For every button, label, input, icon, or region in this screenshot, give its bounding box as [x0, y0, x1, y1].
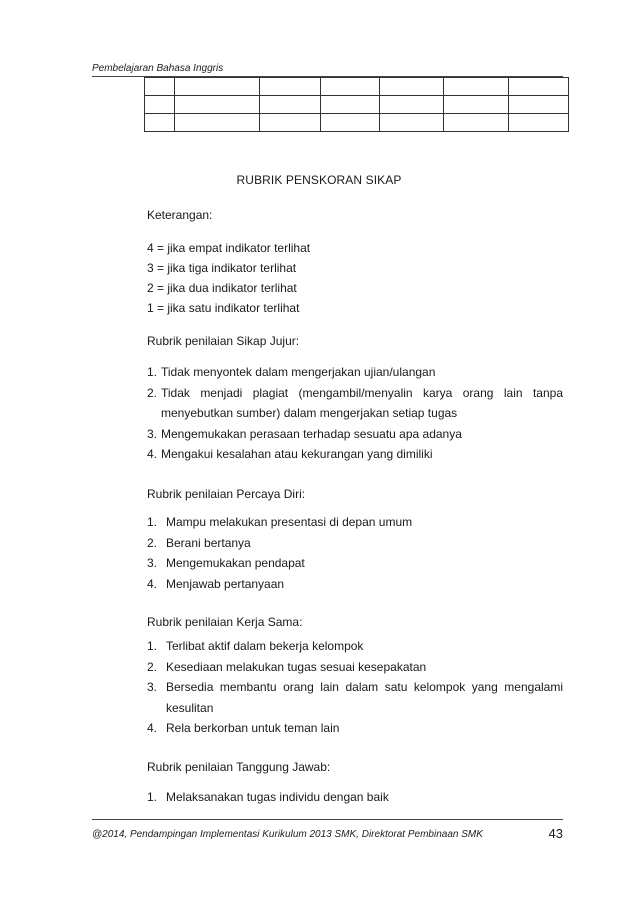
- item-text: Mengakui kesalahan atau kekurangan yang dimiliki: [161, 447, 433, 461]
- list-percaya-diri: [147, 512, 563, 594]
- table-row: [145, 114, 569, 132]
- table-cell: [320, 78, 380, 96]
- item-text: Mampu melakukan presentasi di depan umum: [166, 515, 413, 529]
- table-cell: [174, 96, 259, 114]
- section-tanggung-jawab: [147, 757, 330, 777]
- item-number: 2.: [147, 385, 158, 400]
- table-cell: [259, 78, 320, 96]
- table-cell: [259, 114, 320, 132]
- list-kerja-sama: [147, 636, 563, 739]
- item-number: 3.: [147, 556, 158, 570]
- section-heading: Rubrik penilaian Percaya Diri:: [147, 487, 306, 501]
- section-heading: Rubrik penilaian Kerja Sama:: [147, 615, 303, 629]
- table-cell: [380, 114, 444, 132]
- item-number: 1.: [147, 515, 158, 529]
- section-jujur: [147, 331, 299, 351]
- table-cell: [444, 114, 509, 132]
- list-item: [147, 533, 563, 554]
- table-cell: [444, 96, 509, 114]
- legend-line: 1 = jika satu indikator terlihat: [147, 301, 300, 315]
- table-cell: [259, 96, 320, 114]
- item-number: 3.: [147, 426, 158, 441]
- keterangan-label: Keterangan:: [147, 208, 213, 222]
- table-row: [145, 78, 569, 96]
- list-item: [147, 657, 563, 678]
- running-header: Pembelajaran Bahasa Inggris: [92, 63, 224, 74]
- table-cell: [320, 114, 380, 132]
- item-text: Mengemukakan perasaan terhadap sesuatu apa adanya: [161, 426, 462, 441]
- item-text-continued: kesulitan: [166, 700, 214, 715]
- item-text: Tidak menyontek dalam mengerjakan ujian/ulangan: [161, 365, 436, 379]
- item-text: Kesediaan melakukan tugas sesuai kesepakatan: [166, 659, 427, 674]
- item-number: 2.: [147, 535, 158, 550]
- item-text: Menjawab pertanyaan: [166, 576, 285, 591]
- footer-text: @2014, Pendampingan Implementasi Kurikulum 2013 SMK, Direktorat Pembinaan SMK: [92, 829, 483, 840]
- item-number: 4.: [147, 576, 158, 591]
- table-cell: [444, 78, 509, 96]
- list-item: [147, 362, 563, 383]
- score-legend: [147, 238, 310, 318]
- item-number: 4.: [147, 721, 158, 735]
- item-text: Bersedia membantu orang lain dalam satu kelompok yang mengalami: [166, 680, 563, 694]
- page-number: 43: [548, 826, 563, 841]
- list-item: [147, 424, 563, 445]
- item-text: Tidak menjadi plagiat (mengambil/menyalin karya orang lain tanpa: [161, 385, 563, 400]
- table-cell: [509, 114, 569, 132]
- table-cell: [174, 78, 259, 96]
- item-number: 2.: [147, 659, 158, 674]
- table-cell: [145, 78, 175, 96]
- section-heading: Rubrik penilaian Tanggung Jawab:: [147, 760, 331, 774]
- list-item: [147, 444, 563, 465]
- legend-line: 3 = jika tiga indikator terlihat: [147, 261, 297, 275]
- table-cell: [145, 96, 175, 114]
- table-cell: [145, 114, 175, 132]
- keterangan-block: [147, 205, 212, 225]
- section-heading: Rubrik penilaian Sikap Jujur:: [147, 334, 300, 348]
- table-cell: [320, 96, 380, 114]
- list-item: [147, 574, 563, 595]
- list-item: [147, 636, 563, 657]
- table-cell: [509, 78, 569, 96]
- list-item: [147, 383, 563, 424]
- score-table: [144, 77, 569, 132]
- list-tanggung-jawab: [147, 787, 563, 808]
- list-item: [147, 677, 563, 718]
- table-cell: [380, 78, 444, 96]
- list-item: [147, 553, 563, 574]
- page-title: RUBRIK PENSKORAN SIKAP: [236, 173, 402, 187]
- list-item: [147, 787, 563, 808]
- item-text: Mengemukakan pendapat: [166, 556, 305, 570]
- item-text-continued: menyebutkan sumber) dalam mengerjakan setiap tugas: [161, 406, 458, 420]
- item-number: 3.: [147, 680, 158, 694]
- section-kerja-sama: [147, 612, 302, 632]
- item-text: Terlibat aktif dalam bekerja kelompok: [166, 639, 364, 653]
- table-cell: [509, 96, 569, 114]
- list-item: [147, 512, 563, 533]
- legend-line: 4 = jika empat indikator terlihat: [147, 241, 311, 255]
- table-cell: [380, 96, 444, 114]
- item-number: 1.: [147, 790, 158, 804]
- list-item: [147, 718, 563, 739]
- table-row: [145, 96, 569, 114]
- item-text: Berani bertanya: [166, 535, 251, 550]
- item-number: 1.: [147, 365, 158, 379]
- section-percaya-diri: [147, 484, 305, 504]
- item-text: Rela berkorban untuk teman lain: [166, 721, 340, 735]
- table-cell: [174, 114, 259, 132]
- item-text: Melaksanakan tugas individu dengan baik: [166, 790, 389, 804]
- item-number: 1.: [147, 639, 158, 653]
- legend-line: 2 = jika dua indikator terlihat: [147, 281, 297, 295]
- item-number: 4.: [147, 447, 158, 461]
- list-jujur: [147, 362, 563, 465]
- footer-divider: [92, 819, 563, 820]
